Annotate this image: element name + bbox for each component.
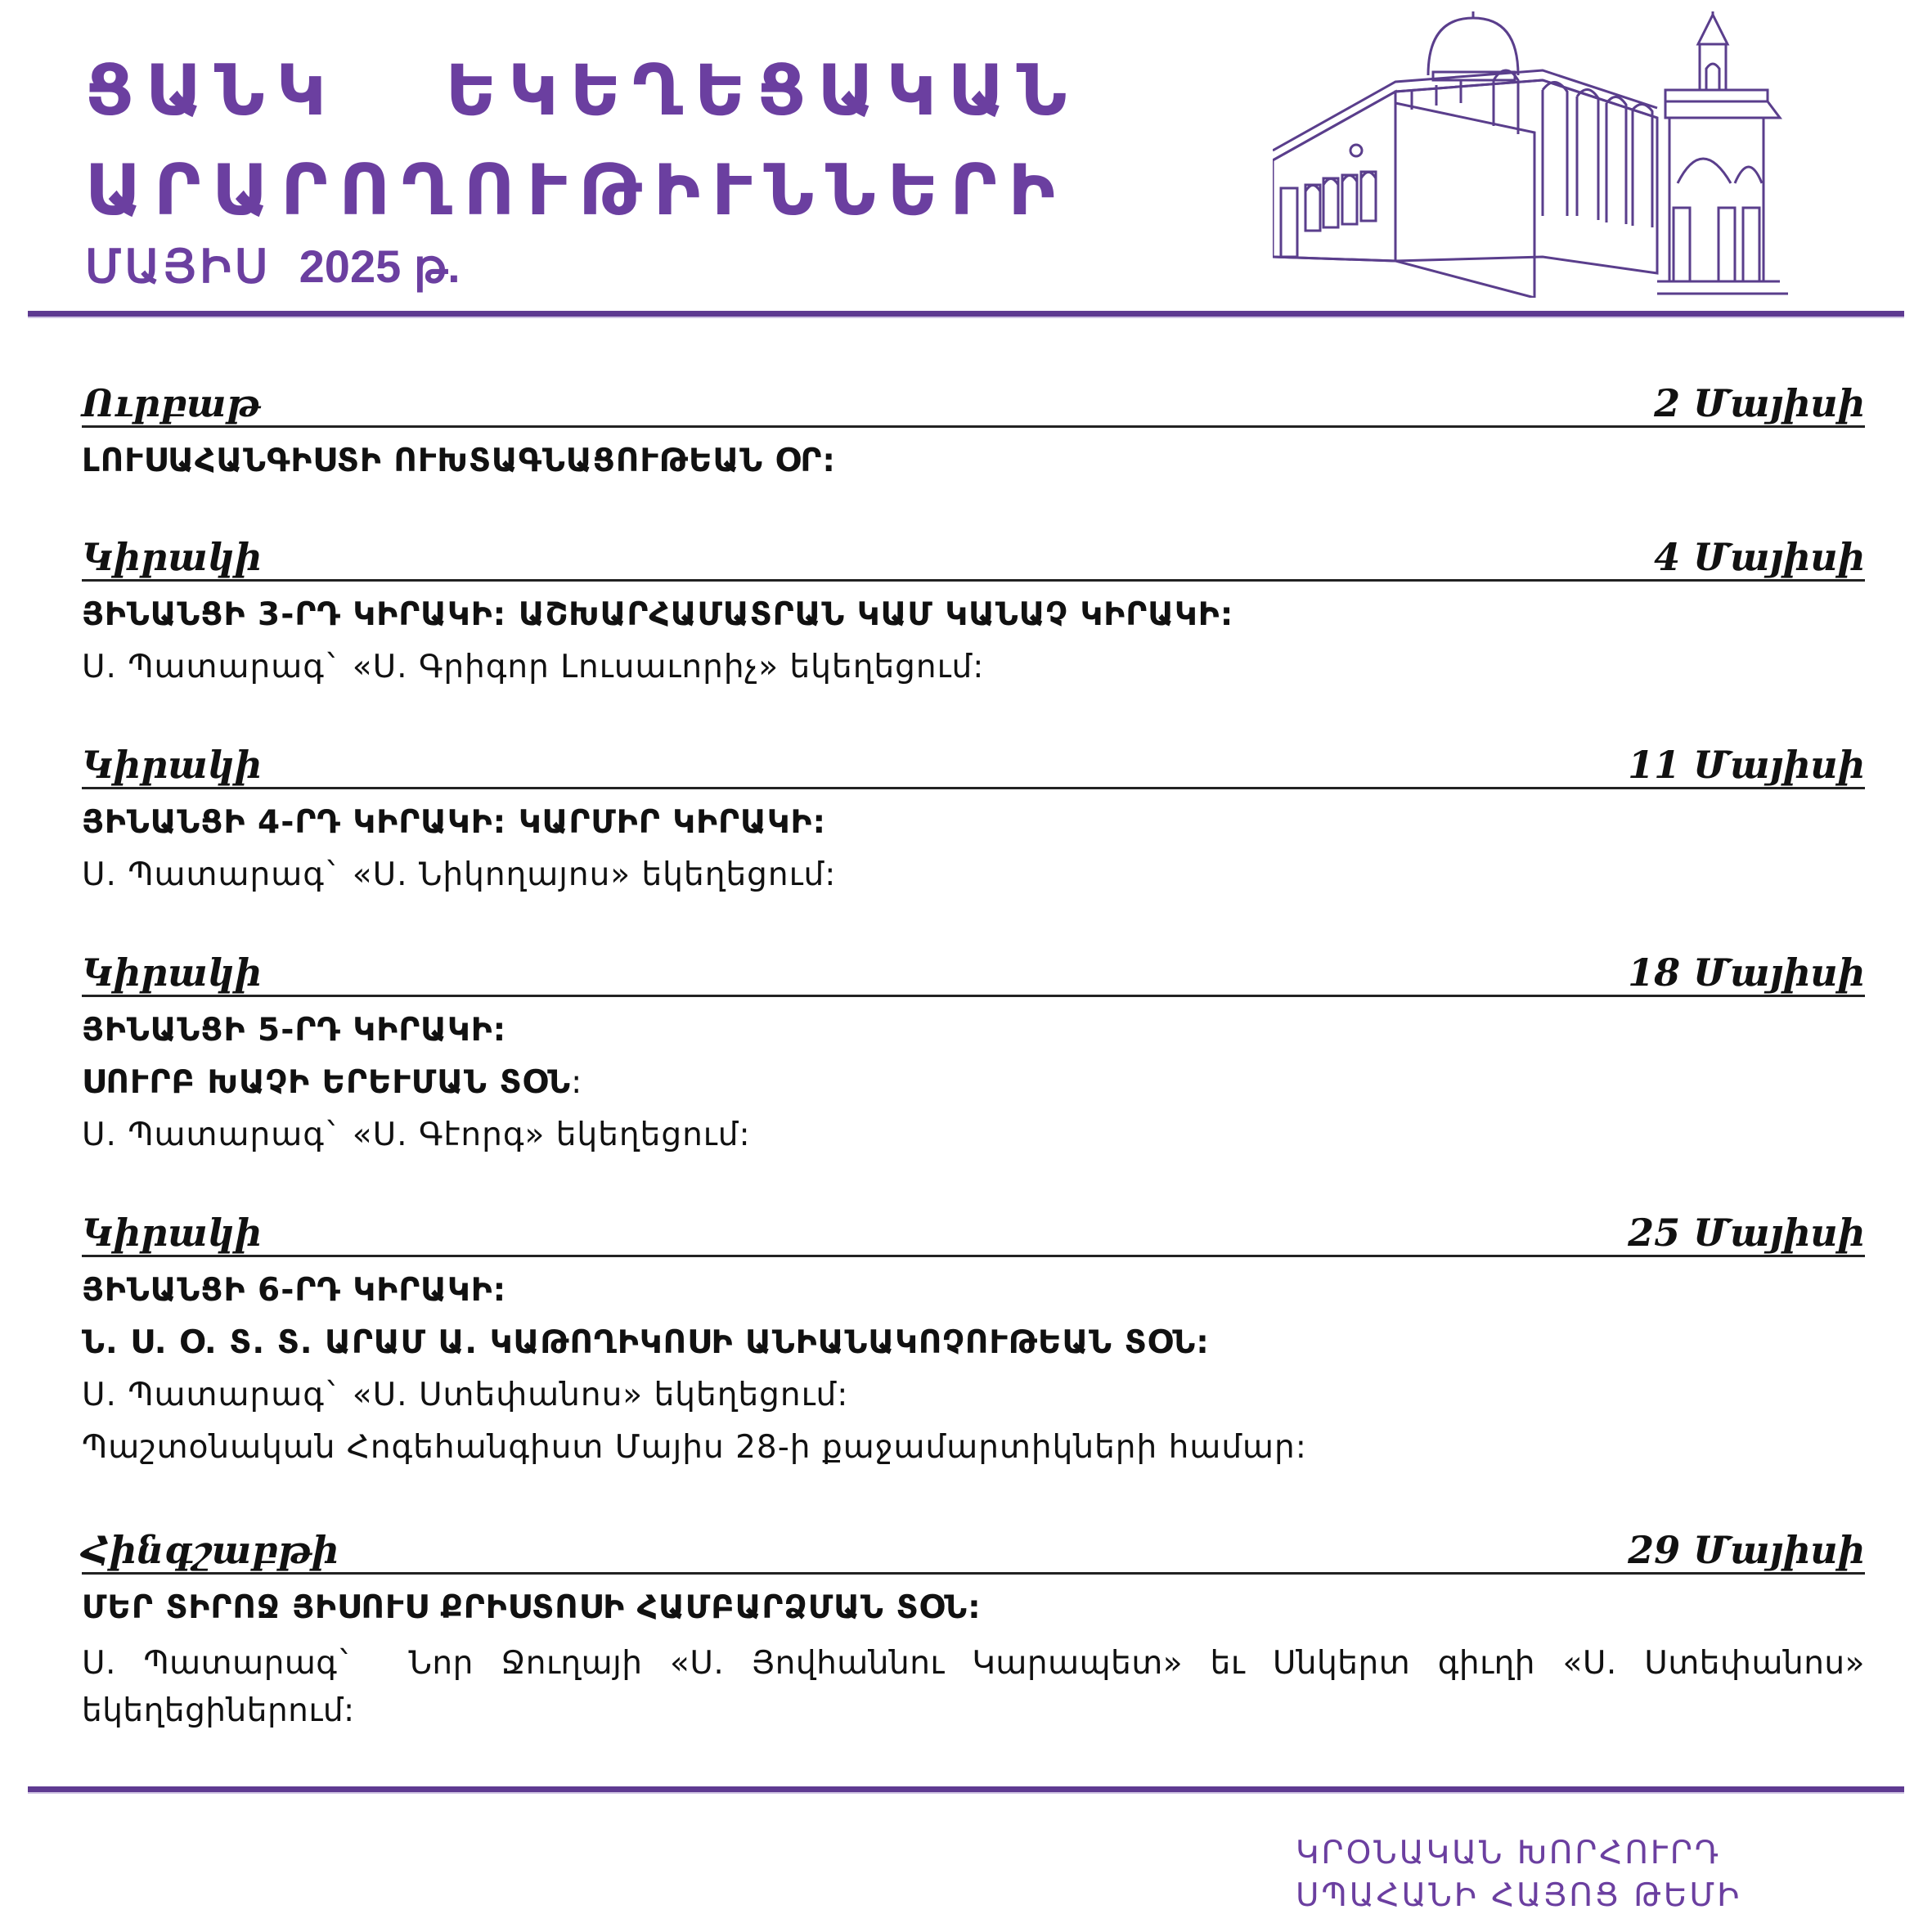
page-title-line2: ԱՐԱՐՈՂՈՒԹԻՒՆՆԵՐԻ	[85, 150, 1067, 231]
entry-service: Ս. Պատարագ` «Ս. Ստեփանոս» եկեղեցում:	[82, 1377, 849, 1413]
entry-date: 4 Մայիսի	[1654, 535, 1865, 579]
entry-date: 18 Մայիսի	[1628, 950, 1865, 995]
entry-date: 11 Մայիսի	[1628, 743, 1865, 787]
entry-date: 25 Մայիսի	[1628, 1211, 1865, 1255]
entry-day: Կիրակի	[82, 743, 263, 787]
entry-service: Ս. Պատարագ` «Ս. Գրիգոր Լուսաւորիչ» եկեղեցում:	[82, 649, 985, 685]
entry-date: 2 Մայիսի	[1654, 381, 1865, 425]
entry-service: Ս. Պատարագ` «Ս. Գէորգ» եկեղեցում:	[82, 1117, 751, 1153]
year-label: 2025 թ.	[299, 240, 461, 292]
entry-day: Հինգշաբթի	[82, 1528, 339, 1572]
entry-memorial: Պաշտօնական Հոգեհանգիստ Մայիս 28-ի քաջամարտիկների համար:	[82, 1429, 1307, 1466]
entry-feast-colon: :	[571, 1064, 583, 1101]
entry-header	[82, 738, 1865, 789]
schedule-entry	[82, 946, 1865, 1156]
entry-title: ՄԵՐ ՏԻՐՈՋ ՅԻՍՈՒՍ ՔՐԻՍՏՈՍԻ ՀԱՄԲԱՐՁՄԱՆ ՏՕՆ:	[82, 1589, 982, 1626]
footer-divider	[28, 1786, 1904, 1794]
entry-feast: Ն. Ս. Օ. Տ. Տ. ԱՐԱՄ Ա. ԿԱԹՈՂԻԿՈՍԻ ԱՆԻԱՆԱԿՈՉՈՒԹԵԱՆ ՏՕՆ:	[82, 1324, 1210, 1361]
entry-header	[82, 530, 1865, 582]
schedule-entry	[82, 1206, 1865, 1468]
entry-title: ՅԻՆԱՆՑԻ 5-ՐԴ ԿԻՐԱԿԻ:	[82, 1012, 507, 1049]
header-divider	[28, 311, 1904, 318]
entry-service: Ս. Պատարագ` «Ս. Նիկողայոս» եկեղեցում:	[82, 856, 837, 893]
entry-title: ՅԻՆԱՆՑԻ 4-ՐԴ ԿԻՐԱԿԻ: ԿԱՐՄԻՐ ԿԻՐԱԿԻ:	[82, 804, 827, 841]
schedule-entry	[82, 1523, 1876, 1735]
schedule-entry	[82, 738, 1865, 896]
month-year-heading	[85, 240, 461, 292]
entry-title: ՅԻՆԱՆՑԻ 3-ՐԴ ԿԻՐԱԿԻ: ԱՇԽԱՐՀԱՄԱՏՐԱՆ ԿԱՄ ԿԱՆԱՉ ԿԻՐԱԿԻ:	[82, 596, 1234, 633]
entry-day: Կիրակի	[82, 1211, 263, 1255]
entry-service: Ս. Պատարագ` Նոր Ջուղայի «Ս. Յովհաննու Կարապետ» եւ Սնկերտ գիւղի «Ս. Ստեփանոս» եկեղեցիներում:	[82, 1645, 1876, 1729]
footer-line2: ՍՊԱՀԱՆԻ ՀԱՅՈՑ ԹԵՄԻ	[1296, 1877, 1742, 1914]
entry-date: 29 Մայիսի	[1628, 1528, 1865, 1572]
entry-header	[82, 946, 1865, 997]
entry-header	[82, 1523, 1865, 1575]
entry-day: Կիրակի	[82, 950, 263, 995]
footer-signature	[1296, 1832, 1741, 1917]
entry-title: ԼՈՒՍԱՀԱՆԳԻՍՏԻ ՈՒԽՏԱԳՆԱՑՈՒԹԵԱՆ ՕՐ:	[82, 443, 836, 479]
schedule-entry	[82, 376, 1865, 482]
month-label: ՄԱՅԻՍ	[85, 240, 272, 292]
entry-day: Ուրբաթ	[82, 381, 261, 425]
entry-day: Կիրակի	[82, 535, 263, 579]
entry-title: ՅԻՆԱՆՑԻ 6-ՐԴ ԿԻՐԱԿԻ:	[82, 1272, 507, 1309]
footer-line1: ԿՐՕՆԱԿԱՆ ԽՈՐՀՈՒՐԴ	[1296, 1835, 1722, 1871]
entry-feast-text: ՍՈՒՐԲ ԽԱՉԻ ԵՐԵՒՄԱՆ ՏՕՆ	[82, 1064, 572, 1101]
church-illustration	[1273, 11, 1801, 298]
entry-header	[82, 1206, 1865, 1257]
page-title-line1: ՑԱՆԿ ԵԿԵՂԵՑԱԿԱՆ	[85, 50, 1079, 132]
entry-feast	[82, 1063, 1865, 1103]
schedule-entry	[82, 530, 1865, 688]
entry-header	[82, 376, 1865, 428]
